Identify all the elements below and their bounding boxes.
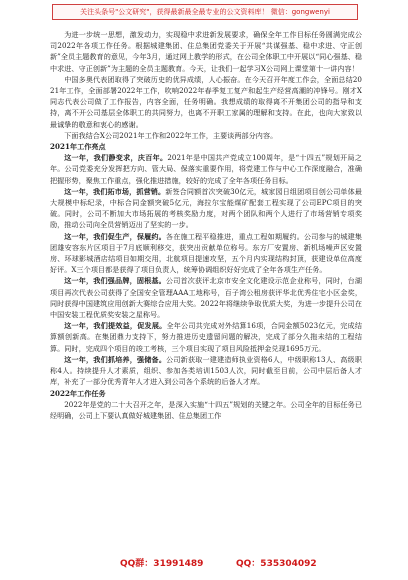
paragraph-lead: 这一年，我们促生产，保履约。 (64, 231, 166, 241)
qq-contact-number: QQ：535304092 (236, 559, 317, 569)
body-paragraph: 中国多奥代表团取得了突破历史的优异成绩，人心振奋。在今天召开年度工作会，全面总结2021年工作，全面部署2022年工作，吹响2022年春季复工复产和起生产经营高潮的冲锋号。刚才X同志代表公司做了工作报告，内容全面，任务明确。我想成绩的取得离不开集团公司的指导和支持，离不开公司基层全体职工的共同努力，也离不开职工家属的理解和支持。在此，也向大家致以最诚挚的敬意和衷心的感谢。 (50, 74, 362, 129)
paragraph-lead: 这一年，我们抓培养，强储备。 (64, 354, 167, 364)
paragraph-lead: 这一年，我们拓市场，抓营销。 (64, 186, 166, 196)
section-heading: 2021年工作亮点 (50, 142, 106, 152)
body-paragraph: 为进一步统一思想，激发动力，实现稳中求进新发展要求，确保全年工作目标任务圆满完成公司2022年各项工作任务。根据城建集团、住总集团党委关于开展“共谋强基、稳中求进、守正创新”全员主题教育的意见，今年3月，通过网上教学的形式，在公司全体职工中开展以“同心强基、稳中求进、守正创新”为主题的全员主题教育。今天，让我们一起学习X公司网上课堂第十一讲内容！ (50, 30, 362, 73)
body-paragraph (50, 275, 362, 320)
body-paragraph (50, 320, 362, 354)
paragraph-text: 新签合同额首次突破30亿元，城家园日组团项目创公司单体最大规模中标纪录，中标合同金额突破5亿元，海拉尔宝能煤矿配套工程实现了公司EPC项目的突破。同时，公司不断加大市场拓展的考核奖励力度，对两个团队和两个人进行了市场营销专项奖励，推动公司向全员营销迈出了坚实的一步。 (50, 186, 362, 230)
body-paragraph: 2022年是党的二十大召开之年，是深入实施“十四五”规划的关键之年。公司全年的目标任务已经明确，公司上下要认真做好城建集团、住总集团工作 (50, 399, 362, 420)
paragraph-lead: 这一年，我们提效益，促发展。 (64, 321, 167, 331)
body-paragraph: 下面我结合X公司2021年工作和2022年工作，主要谈两部分内容。 (64, 130, 278, 140)
qq-group-number: QQ群：31991489 (120, 559, 204, 569)
paragraph-text: 公司新获取一建建造师执业资格6人，中级职称13人、高级职称4人。持续提升人才素质，组织、参加各类培训1503人次，同时截至目前，公司中层后备人才库，补充了一部分优秀青年人才进入到公司各个系统的后备人才库。 (50, 354, 362, 387)
paragraph-lead: 这一年，我们强品牌，固根基。 (64, 276, 166, 286)
paragraph-text: 全年公司共完成对外结算16项，合同金额5023亿元，完成结算额创新高。在集团鼎力支持下，努力推进历史遗留问题的解决，完成了部分久拖未结的工程结算。同时，完成四个项目的竣工考核，三个项目实现了项目风险抵押金兑现1695万元。 (50, 321, 362, 353)
paragraph-text: 公司首次获评北京市安全文化建设示范企业称号，同时，台湖项目再次代表公司获得了全国安全管理AAA工地称号，百子湾公租房获评华北优秀住宅小区金奖，同时获得中国建筑应用创新大赛综合应用大奖。2022年将继续争取优质大奖，为进一步提升公司在中国安装工程优质奖安装之星称号。 (50, 276, 362, 320)
footer-contact (0, 556, 408, 570)
top-banner: 关注头条号"公文研究"，获得最新最全最专业的公文资料库！ 微信：gongwenyi (52, 4, 358, 20)
paragraph-lead: 这一年，我们静变求，庆百年。 (64, 153, 168, 163)
body-paragraph (50, 152, 362, 186)
body-paragraph (50, 186, 362, 231)
body-paragraph (50, 354, 362, 388)
document-body (50, 29, 362, 421)
paragraph-text: 各在施工程平稳推进，重点工程如期履约。公司参与的城建集团雄安容东片区项目于7月底顺利移交，获突出贡献单位称号。东方厂安置房、新机场噪声区安置房、环球影城酒店结项目如期交用，北航项目提速攻坚，五个月内实现结构封顶，获建设单位高度好评。X三个项目都是获得了项目负责人，统筹协调组织好好完成了全年各项生产任务。 (50, 231, 362, 275)
body-paragraph (50, 231, 362, 276)
section-heading: 2022年工作任务 (50, 388, 106, 398)
paragraph-text: 2021年是中国共产党成立100周年，是“十四五”规划开局之年。公司党委充分发挥把方向、管大局、保落实重要作用，将党建工作与中心工作深度融合，准确把握形势，聚焦工作重点，强化推进措施，较好的完成了全年各项任务目标。 (50, 153, 362, 185)
